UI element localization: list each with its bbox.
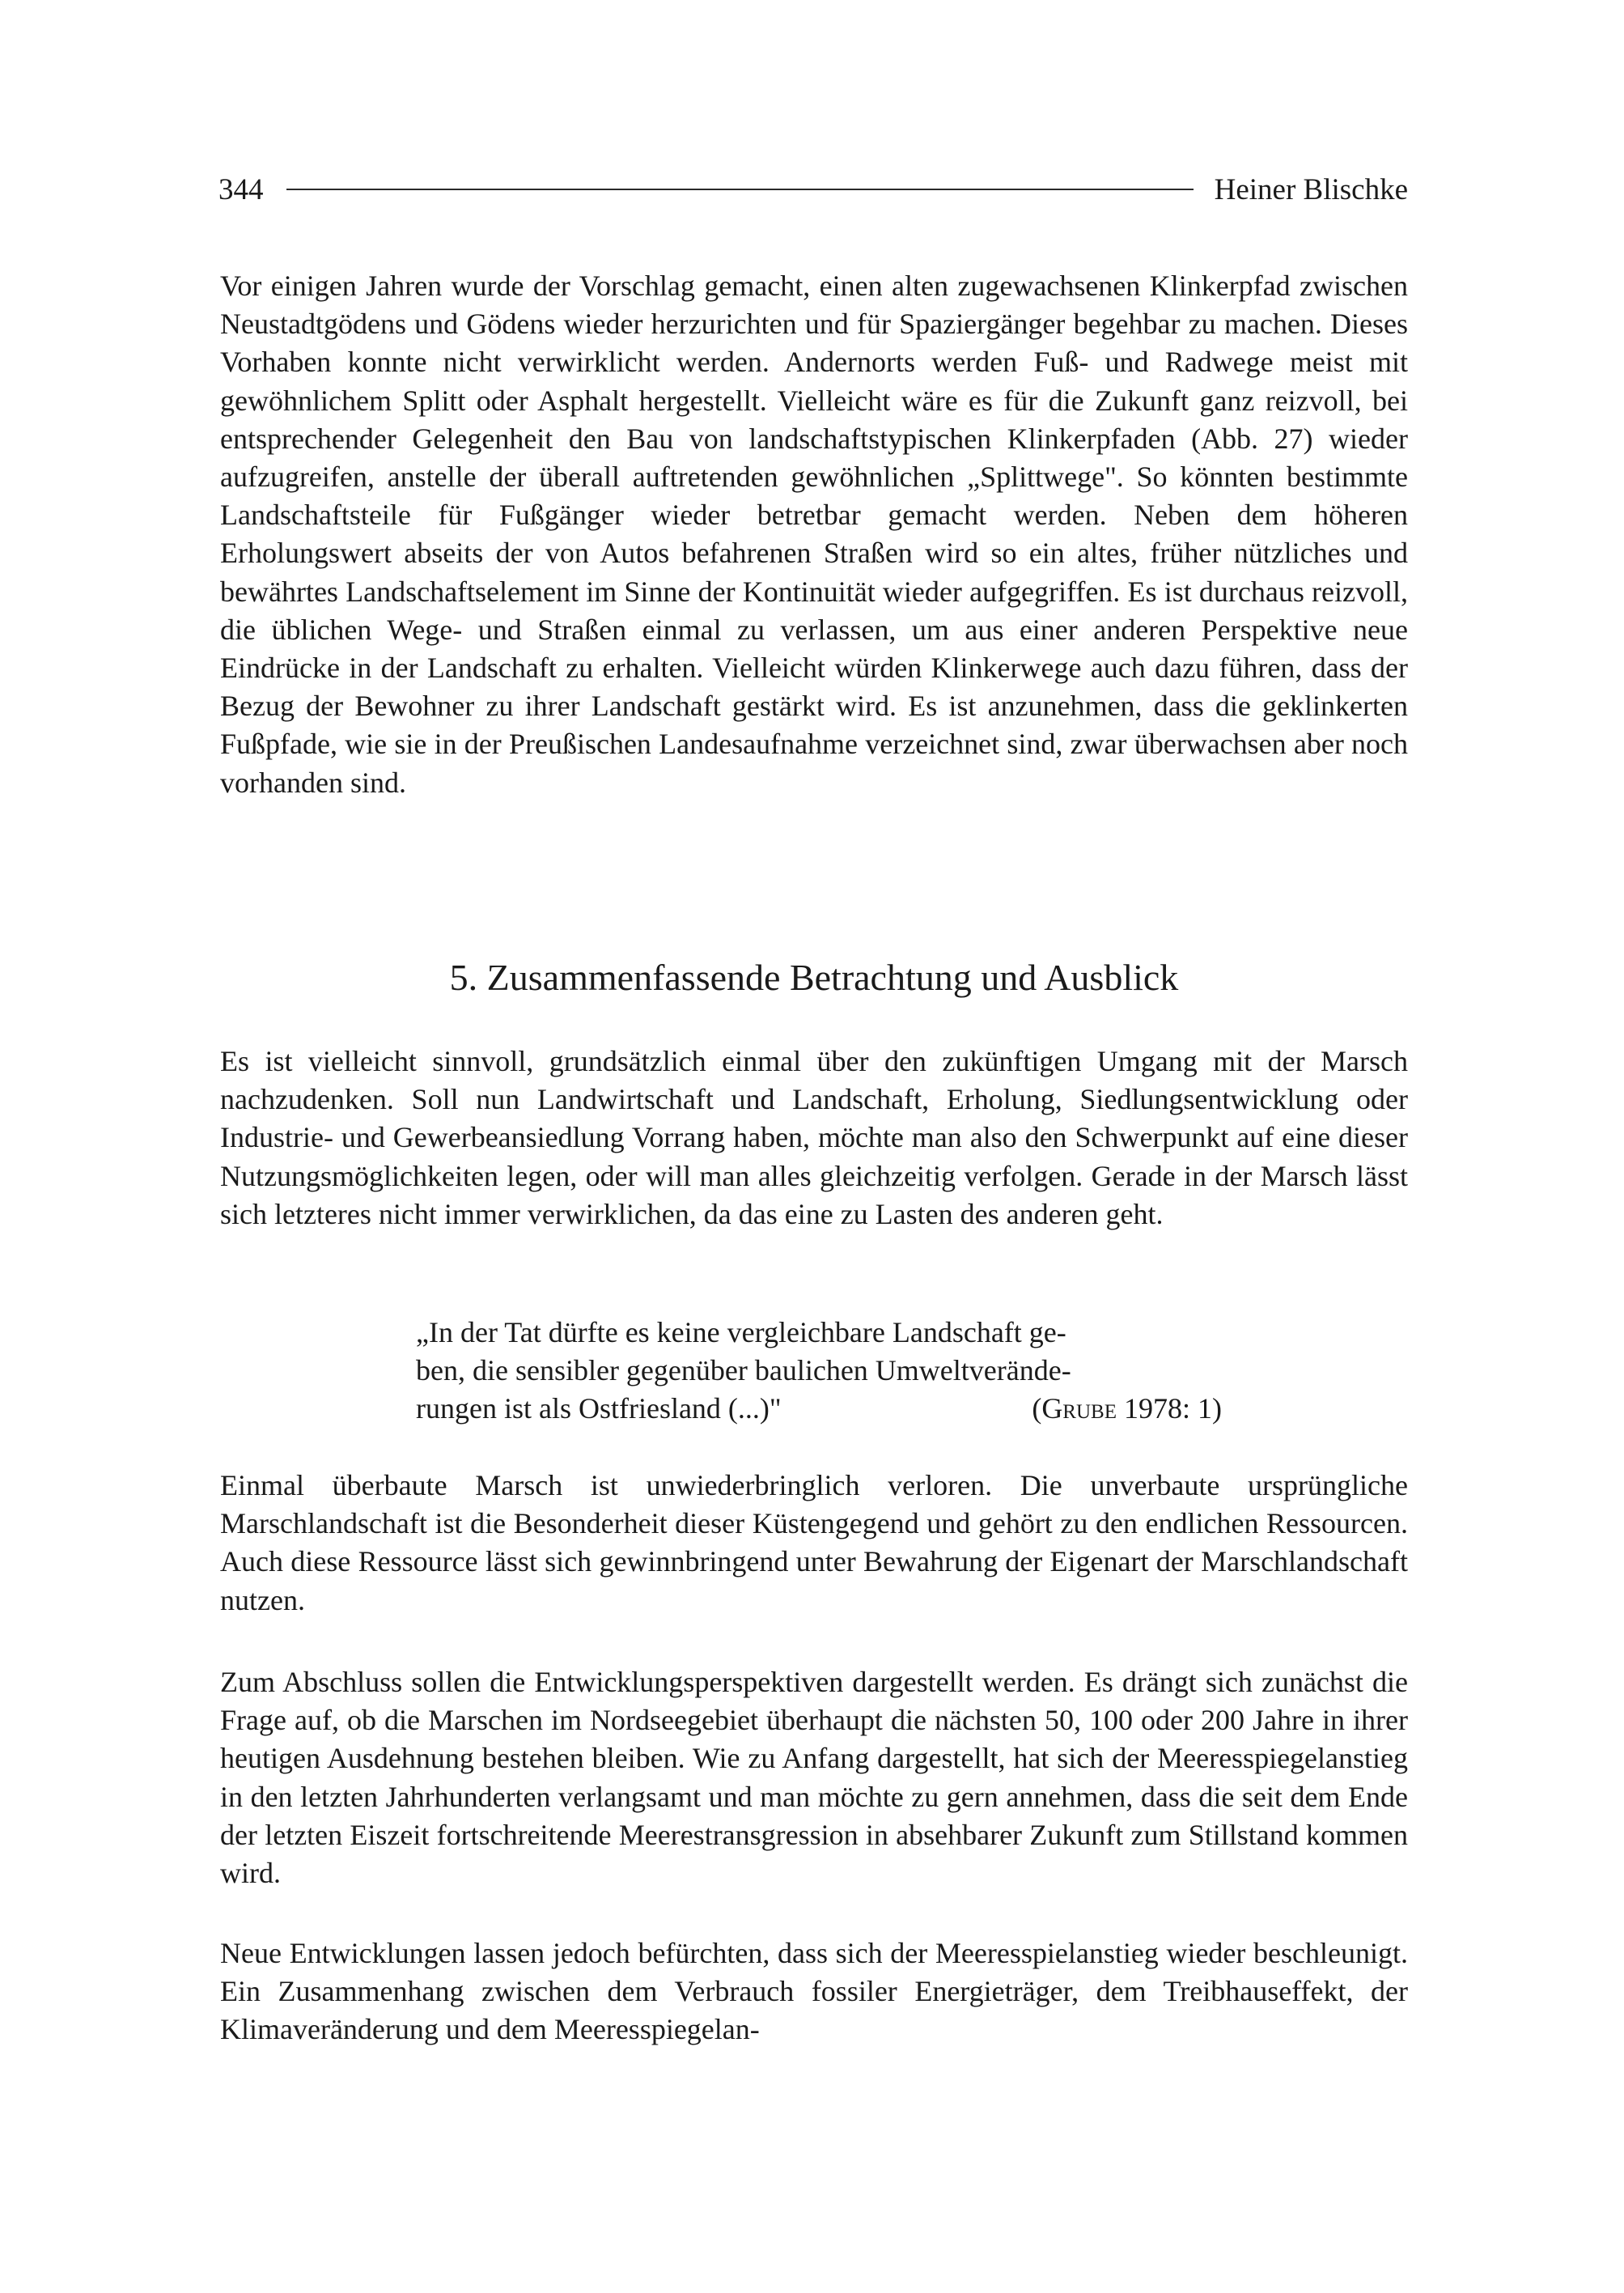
quote-last-line	[416, 1390, 1222, 1428]
quote-line: ben, die sensibler gegenüber baulichen Umweltverände-	[416, 1354, 1071, 1387]
page-number: 344	[218, 172, 264, 206]
block-quote	[416, 1314, 1222, 1429]
paragraph-text: Es ist vielleicht sinnvoll, grundsätzlich einmal über den zukünftigen Umgang mit der Marsch nachzudenken. Soll nun Landwirtschaft und Landschaft, Erholung, Siedlungsentwicklung oder Industrie- und Gewerbeansiedlung Vorrang haben, möchte man also den Schwerpunkt auf eine dieser Nutzungsmöglichkeiten legen, oder will man alles gleichzeitig verfolgen. Gerade in der Marsch lässt sich letzteres nicht immer verwirklichen, da das eine zu Lasten des anderen geht.	[220, 1045, 1408, 1230]
running-head-author: Heiner Blischke	[1214, 172, 1408, 206]
paragraph-text: Zum Abschluss sollen die Entwicklungsperspektiven dargestellt werden. Es drängt sich zunächst die Frage auf, ob die Marschen im Nordseegebiet überhaupt die nächsten 50, 100 oder 200 Jahre in ihrer heutigen Ausdehnung bestehen bleiben. Wie zu Anfang dargestellt, hat sich der Meeresspiegelanstieg in den letzten Jahrhunderten verlangsamt und man möchte zu gern annehmen, dass die seit dem Ende der letzten Eiszeit fortschreitende Meerestransgression in absehbarer Zukunft zum Stillstand kommen wird.	[220, 1666, 1408, 1890]
quote-line: „In der Tat dürfte es keine vergleichbare Landschaft ge-	[416, 1316, 1066, 1348]
citation-author: Grube	[1041, 1392, 1117, 1425]
citation-year-page: 1978: 1)	[1117, 1392, 1222, 1425]
quote-citation	[1032, 1390, 1222, 1428]
citation-open: (	[1032, 1392, 1042, 1425]
body-paragraph-5	[220, 1934, 1408, 2049]
body-paragraph-4	[220, 1663, 1408, 1892]
header-rule	[286, 189, 1194, 190]
paragraph-text: Neue Entwicklungen lassen jedoch befürchten, dass sich der Meeresspielanstieg wieder beschleunigt. Ein Zusammenhang zwischen dem Verbrauch fossiler Energieträger, dem Treibhauseffekt, der Klimaveränderung und dem Meeresspiegelan-	[220, 1937, 1408, 2046]
paragraph-text: Einmal überbaute Marsch ist unwiederbringlich verloren. Die unverbaute ursprüngliche Marschlandschaft ist die Besonderheit dieser Küstengegend und gehört zu den endlichen Ressourcen. Auch diese Ressource lässt sich gewinnbringend unter Bewahrung der Eigenart der Marschlandschaft nutzen.	[220, 1469, 1408, 1616]
running-head	[218, 167, 1408, 212]
body-paragraph-3	[220, 1467, 1408, 1620]
paragraph-text: Vor einigen Jahren wurde der Vorschlag gemacht, einen alten zugewachsenen Klinkerpfad zwischen Neustadtgödens und Gödens wieder herzurichten und für Spaziergänger begehbar zu machen. Dieses Vorhaben konnte nicht verwirklicht werden. Andernorts werden Fuß- und Radwege meist mit gewöhnlichem Splitt oder Asphalt hergestellt. Vielleicht wäre es für die Zukunft ganz reizvoll, bei entsprechender Gelegenheit den Bau von landschaftstypischen Klinkerpfaden (Abb. 27) wieder aufzugreifen, anstelle der überall auftretenden gewöhnlichen „Splittwege". So könnten bestimmte Landschaftsteile für Fußgänger wieder betretbar gemacht werden. Neben dem höheren Erholungswert abseits der von Autos befahrenen Straßen wird so ein altes, früher nützliches und bewährtes Landschaftselement im Sinne der Kontinuität wieder aufgegriffen. Es ist durchaus reizvoll, die üblichen Wege- und Straßen einmal zu verlassen, um aus einer anderen Perspektive neue Eindrücke in der Landschaft zu erhalten. Vielleicht würden Klinkerwege auch dazu führen, dass der Bezug der Bewohner zu ihrer Landschaft gestärkt wird. Es ist anzunehmen, dass die geklinkerten Fußpfade, wie sie in der Preußischen Landesaufnahme verzeichnet sind, zwar überwachsen aber noch vorhanden sind.	[220, 270, 1408, 799]
section-heading: 5. Zusammenfassende Betrachtung und Ausblick	[449, 957, 1179, 998]
body-paragraph-1	[220, 267, 1408, 802]
body-paragraph-2	[220, 1042, 1408, 1234]
quote-line: rungen ist als Ostfriesland (...)"	[416, 1392, 782, 1425]
